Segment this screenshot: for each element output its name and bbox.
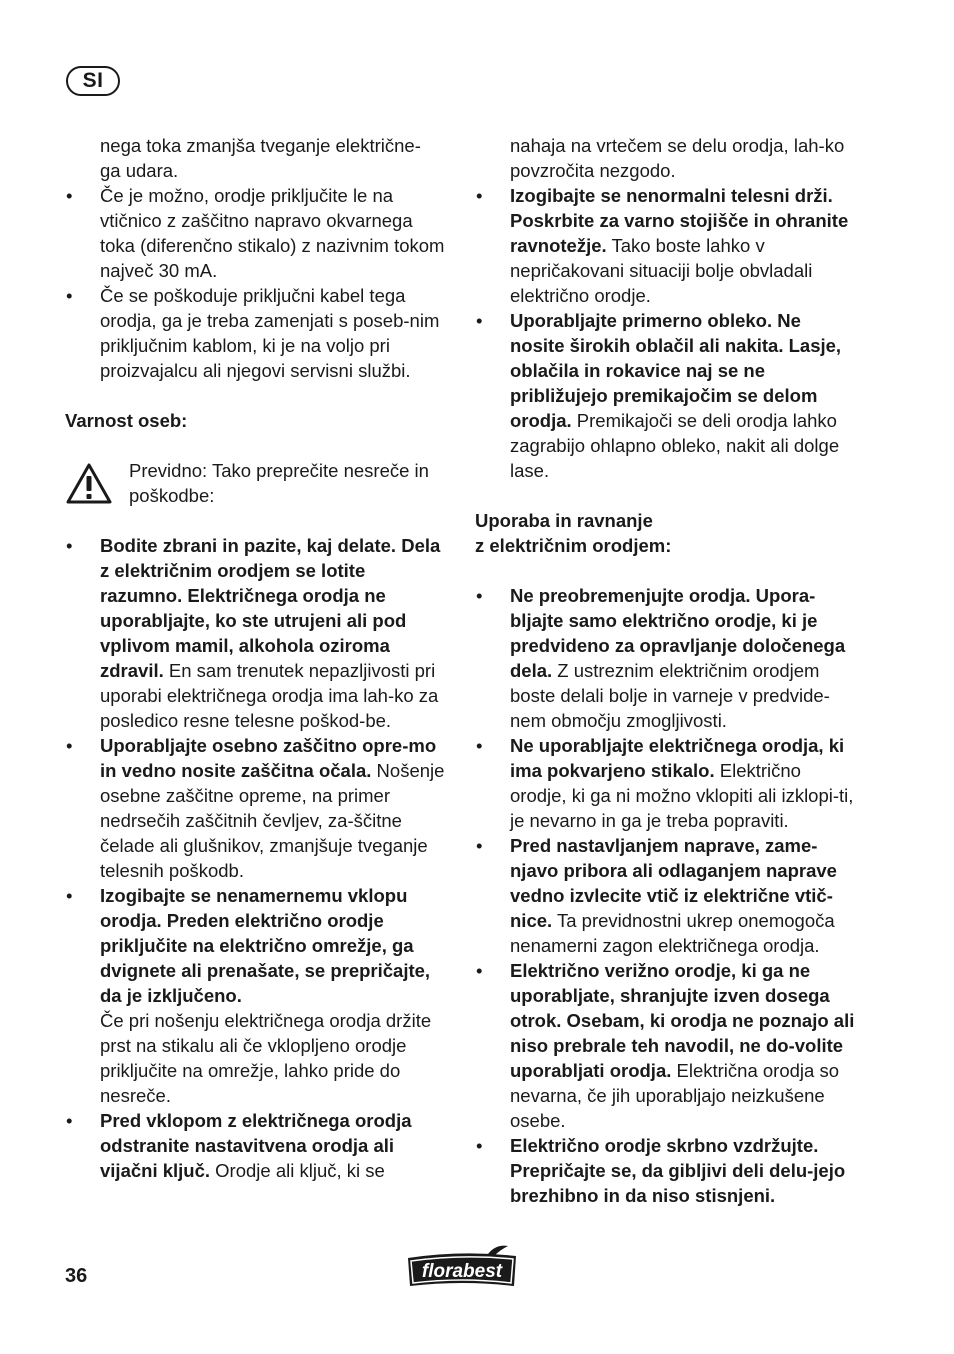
- language-badge: [66, 66, 120, 96]
- right-bullet-3-text: Ta previdnostni ukrep onemogoča nenamerni zagon električnega orodja.: [510, 910, 835, 956]
- right-column: [475, 133, 860, 1208]
- right-bullet-1-bold: Ne preobremenjujte orodja. Upora-bljajte samo električno orodje, ki je predvideno za opravljanje določenega dela.: [510, 585, 846, 681]
- right-bullet-4: [475, 958, 860, 1133]
- right-bullet-1-text: Z ustreznim električnim orodjem boste delali bolje in varneje v predvide-nem območju zmogljivosti.: [510, 660, 830, 731]
- right-bullet-2-text: Električno orodje, ki ga ni možno vklopiti ali izklopi-ti, je nevarno in ga je treba popraviti.: [510, 760, 854, 831]
- left-bullet-1-text: En sam trenutek nepazljivosti pri uporabi električnega orodja ima lah-ko za posledico resne telesne poškod-be.: [100, 660, 439, 731]
- right-bullet-5-bold: Električno orodje skrbno vzdržujte. Prepričajte se, da gibljivi deli delu-jejo brezhibno in da niso stisnjeni.: [510, 1135, 846, 1206]
- right-bullet-5: [475, 1133, 860, 1208]
- section-heading-tool-use-line2: z električnim orodjem:: [475, 535, 672, 556]
- florabest-logo: [404, 1244, 520, 1290]
- right-intro-text: nahaja na vrtečem se delu orodja, lah-ko povzročita nezgodo.: [510, 135, 845, 181]
- right-bullet-2: [475, 733, 860, 833]
- right-bullet-4-text: Električna orodja so nevarna, če jih uporabljajo neizkušene osebe.: [510, 1060, 839, 1131]
- left-intro-text: nega toka zmanjša tveganje električne- ga udara.: [100, 135, 421, 181]
- right-bullet-4-bold: Električno verižno orodje, ki ga ne uporabljate, shranjujte izven dosega otrok. Osebam, ki orodja ne poznajo ali niso prebrale teh navodil, ne do-volite uporabljati orodja.: [510, 960, 855, 1081]
- right-bullet-3-bold: Pred nastavljanjem naprave, zame-njavo pribora ali odlaganjem naprave vedno izvlecite vtič iz električne vtič-nice.: [510, 835, 837, 931]
- right-bullet-3: [475, 833, 860, 958]
- right-top-bullet-2: [475, 308, 860, 483]
- left-bullet-4: [65, 1108, 450, 1183]
- left-bullet-4-text: Orodje ali ključ, ki se: [210, 1160, 385, 1181]
- left-bullet-2-bold: Uporabljajte osebno zaščitno opre-mo in vedno nosite zaščitna očala.: [100, 735, 437, 781]
- left-bullet-2-text: Nošenje osebne zaščitne opreme, na primer nedrsečih zaščitnih čevljev, za-ščitne čelade ali glušnikov, zmanjšuje tveganje telesnih poškodb.: [100, 760, 445, 881]
- right-top-bullet-1: [475, 183, 860, 308]
- logo-text: florabest: [421, 1261, 503, 1282]
- right-top-bullet-1-bold: Izogibajte se nenormalni telesni drži. Poskrbite za varno stojišče in ohranite ravnotežje.: [510, 185, 849, 256]
- page-number: 36: [65, 1265, 88, 1287]
- left-top-bullet-2: • Če se poškoduje priključni kabel tega orodja, ga je treba zamenjati s poseb-nim priključnim kablom, ki je na voljo pri proizvajalcu ali njegovi servisni službi.: [65, 283, 450, 383]
- left-bullet-3-bold: Izogibajte se nenamernemu vklopu orodja. Preden električno orodje priključite na električno omrežje, ga dvignete ali prenašate, se prepričajte, da je izključeno.: [100, 885, 431, 1006]
- right-top-bullet-1-text: Tako boste lahko v nepričakovani situaciji bolje obvladali električno orodje.: [510, 235, 813, 306]
- right-bullet-1: [475, 583, 860, 733]
- left-column: [65, 133, 450, 1183]
- left-bullet-1-bold: Bodite zbrani in pazite, kaj delate. Dela z električnim orodjem se lotite razumno. Električnega orodja ne uporabljajte, ko ste utrujeni ali pod vplivom mamil, alkohola oziroma zdravil.: [100, 535, 441, 681]
- left-bullet-3: [65, 883, 450, 1008]
- right-bullet-2-bold: Ne uporabljajte električnega orodja, ki ima pokvarjeno stikalo.: [510, 735, 845, 781]
- warning-triangle-icon: [65, 462, 113, 506]
- right-top-bullet-2-text: Premikajoči se deli orodja lahko zagrabijo ohlapno obleko, nakit ali dolge lase.: [510, 410, 840, 481]
- left-bullet-3-text: Če pri nošenju električnega orodja držite prst na stikalu ali če vklopljeno orodje priključite na omrežje, lahko pride do nesreče.: [100, 1010, 432, 1106]
- left-top-bullet-1: • Če je možno, orodje priključite le na vtičnico z zaščitno napravo okvarnega toka (diferenčno stikalo) z nazivnim tokom največ 30 mA.: [65, 183, 450, 283]
- left-bullet-2: [65, 733, 450, 883]
- warning-block: [65, 458, 450, 508]
- left-bullet-1: [65, 533, 450, 733]
- language-code: SI: [82, 69, 104, 92]
- right-top-bullet-2-bold: Uporabljajte primerno obleko. Ne nosite širokih oblačil ali nakita. Lasje, oblačila in rokavice naj se ne približujejo premikajočim se delom orodja.: [510, 310, 842, 431]
- left-bullet-4-bold: Pred vklopom z električnega orodja odstranite nastavitvena orodja ali vijačni ključ.: [100, 1110, 412, 1181]
- warning-text: Previdno: Tako preprečite nesreče in poškodbe:: [129, 460, 429, 506]
- section-heading-tool-use-line1: Uporaba in ravnanje: [475, 510, 653, 531]
- section-heading-personal-safety: Varnost oseb:: [65, 410, 188, 431]
